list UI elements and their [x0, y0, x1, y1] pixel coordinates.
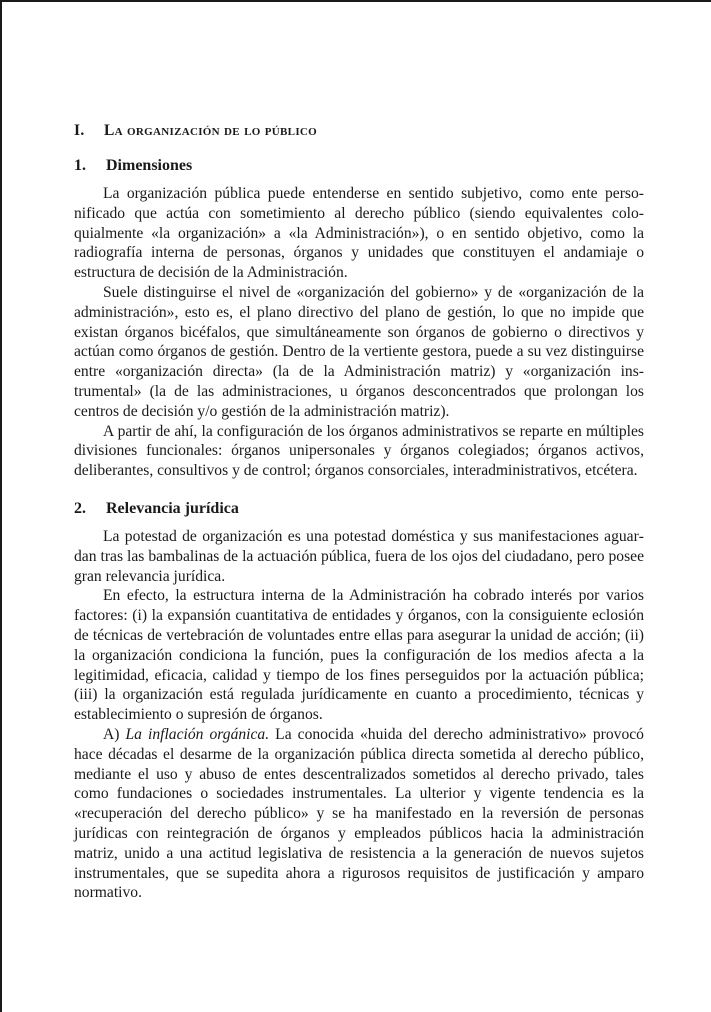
paragraph: Suele distinguirse el nivel de «organización del gobierno» y de «organización de la administración», esto es, el plano directivo del plano de gestión, lo que no impide que existan órganos bicéfalos, que simultáneamente son órganos de gobierno o directivos y actúan como órganos de gestión. Dentro de la vertiente gestora, puede a su vez distinguirse entre «organización directa» (la de la Administración matriz) y «organización instrumental» (la de las administraciones, u órganos desconcentrados que prolongan los centros de decisión y/o gestión de la administración matriz).: [74, 283, 644, 420]
paragraph: A partir de ahí, la configuración de los órganos administrativos se reparte en múltiples divisiones funcionales: órganos unipersonales y órganos colegiados; órganos activos, deliberantes, consultivos y de control; órganos consorciales, interadministrativos, etcétera.: [74, 422, 644, 480]
section-heading: [74, 154, 644, 178]
subsection-prefix: A): [103, 725, 126, 743]
paragraph: [74, 725, 644, 903]
subsection-title: La inflación orgánica.: [125, 725, 270, 743]
paragraph: La organización pública puede entenderse en sentido subjetivo, como ente personificado que actúa con sometimiento al derecho público (siendo equivalentes coloquialmente «la organización» a «la Administración»), o en sentido objetivo, como la radiografía interna de personas, órganos y unidades que constituyen el andamiaje o estructura de decisión de la Administración.: [74, 185, 644, 282]
section-number: 2.: [74, 499, 86, 517]
section-number: 1.: [74, 157, 86, 174]
paragraph: La potestad de organización es una potestad doméstica y sus manifestaciones aguardan tras las bambalinas de la actuación pública, fuera de los ojos del ciudadano, pero posee gran relevancia jurídica.: [74, 527, 644, 585]
section-heading: [74, 497, 644, 521]
section-title: Dimensiones: [106, 157, 193, 174]
part-heading: [74, 120, 644, 142]
paragraph: En efecto, la estructura interna de la Administración ha cobrado interés por varios factores: (i) la expansión cuantitativa de entidades y órganos, con la consiguiente eclosión de técnicas de vertebración de voluntades entre ellas para asegurar la unidad de acción; (ii) la organización condiciona la función, pues la configuración de los medios afecta a la legitimidad, eficacia, calidad y tiempo de los fines perseguidos por la actuación pública; (iii) la organización está regulada jurídicamente en cuanto a procedimiento, técnicas y establecimiento o supresión de órganos.: [74, 587, 644, 724]
page-content: [74, 120, 644, 903]
part-number: I.: [74, 122, 85, 139]
section-title: Relevancia jurídica: [106, 499, 239, 517]
paragraph-text: La conocida «huida del derecho administrativo» provocó hace décadas el desarme de la organización pública directa sometida al derecho público, mediante el uso y abuso de entes descentralizados sometidos al derecho privado, tales como fundaciones o sociedades instrumentales. La ulterior y vigente tendencia es la «recuperación del derecho público» y se ha manifestado en la reversión de personas jurídicas con reintegración de órganos y empleados públicos hacia la administración matriz, unido a una actitud legislativa de resistencia a la generación de nuevos sujetos instrumentales, que se supedita ahora a rigurosos requisitos de justificación y amparo normativo.: [74, 725, 644, 902]
part-title: La organización de lo público: [104, 122, 318, 139]
